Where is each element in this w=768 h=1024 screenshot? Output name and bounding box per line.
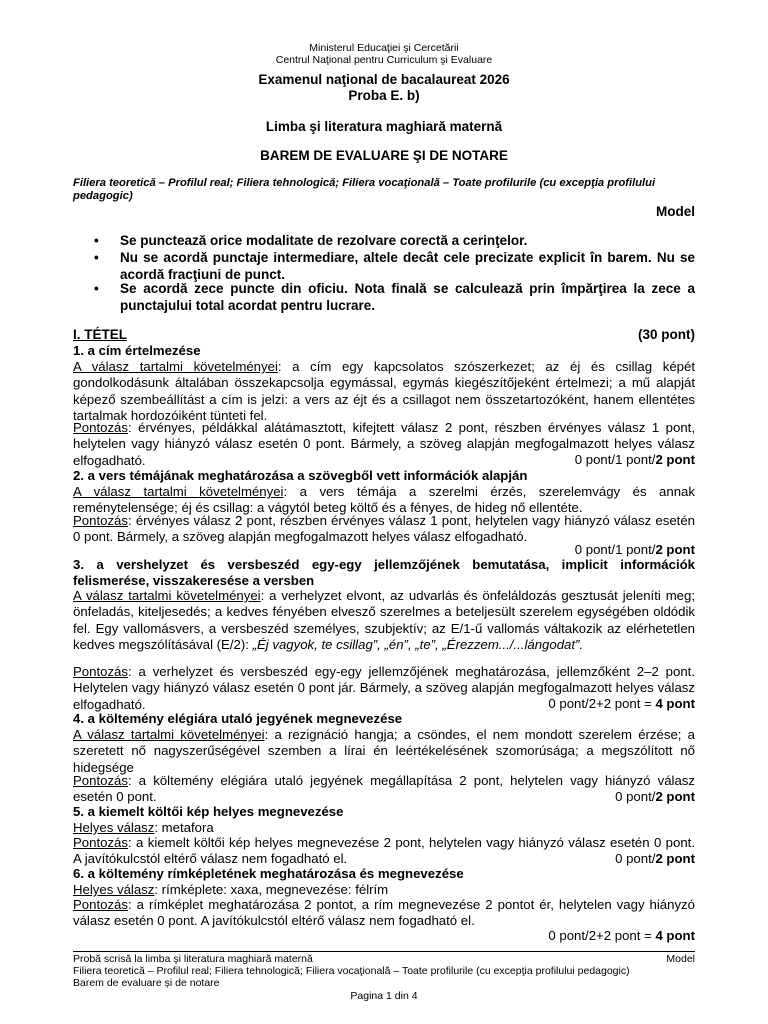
page-number: Pagina 1 din 4	[350, 990, 418, 1002]
answer-label: Helyes válasz	[73, 820, 155, 835]
req-label: A válasz tartalmi követelményei	[73, 359, 278, 374]
q5-answer	[73, 820, 695, 836]
answer-text: : rímképlete: xaxa, megnevezése: félrím	[154, 882, 389, 897]
bullet-icon: •	[94, 250, 99, 265]
score-label: Pontozás	[73, 513, 128, 528]
rule-text: Nu se acordă punctaje intermediare, altele decât cele precizate explicit în barem. Nu se acordă fracţiuni de punct.	[120, 250, 695, 282]
req-text: : a cím egy kapcsolatos szószerkezet; az éj és csillag képét gondolkodásunk általában összekapcsolja egymással, egymás kiegészítőjeként értelmezi; a mű alapját képező szembeállítást a cím is jelzi: a vers az éjt és a csillagot nem összetartozóként, hanem ellentétes tartalmak hordozóiként tünteti fel.	[73, 359, 695, 423]
q6-title: 6. a költemény rímképletének meghatározása és megnevezése	[73, 866, 464, 881]
q2-scoring	[73, 513, 695, 546]
q6-answer	[73, 882, 695, 898]
score-text: : érvényes, példákkal alátámasztott, kifejtett válasz 2 pont, részben érvényes válasz 1 pont, helytelen vagy hiányzó válasz esetén 0 pont. Bármely, a szöveg alapján megfogalmazott helyes válasz elfogadható.	[73, 420, 695, 468]
proba-title: Proba E. b)	[348, 88, 420, 103]
section-title: I. TÉTEL	[73, 327, 127, 342]
pts-text: 0 pont/1 pont/	[574, 452, 656, 467]
pts-total: 2 pont	[655, 789, 695, 804]
score-label: Pontozás	[73, 664, 128, 679]
model-label: Model	[656, 204, 695, 219]
bullet-icon: •	[94, 281, 99, 296]
score-label: Pontozás	[73, 897, 128, 912]
score-text: : a rímképlet meghatározása 2 pontot, a rím megnevezése 2 pontot ér, helytelen vagy hiányzó válasz esetén 0 pont. A javítókulcstól eltérő válasz nem fogadható el.	[73, 897, 695, 929]
bullet-icon: •	[94, 233, 99, 248]
q1-title: 1. a cím értelmezése	[73, 343, 201, 358]
barem-title: BAREM DE EVALUARE ŞI DE NOTARE	[260, 148, 508, 163]
q1-requirements	[73, 359, 695, 424]
score-label: Pontozás	[73, 835, 128, 850]
q3-requirements	[73, 588, 695, 653]
filiera-note: Filiera teoretică – Profilul real; Filiera tehnologică; Filiera vocaţională – Toate profilurile (cu excepţia profilului pedagogic)	[73, 177, 656, 202]
section-heading	[73, 327, 695, 342]
quotes-text: „Éj vagyok, te csillag”, „én”, „te”, „Érezzem.../...lángodat”.	[252, 636, 584, 652]
q6-points	[73, 928, 695, 944]
score-label: Pontozás	[73, 420, 128, 435]
pts-total: 4 pont	[655, 696, 695, 711]
footer-model: Model	[666, 953, 695, 965]
pts-total: 2 pont	[655, 851, 695, 866]
center-line: Centrul Naţional pentru Curriculum şi Evaluare	[275, 54, 493, 66]
q4-requirements	[73, 727, 695, 776]
req-text: : a rezignáció hangja; a csöndes, el nem mondott szerelem érzése; a szeretett nő nagyszerűségével szemben a lírai én leértékelésének szomorúsága; a megszólított nő hidegsége	[73, 727, 695, 775]
answer-text: : metafora	[154, 820, 214, 835]
q2-title: 2. a vers témájának meghatározása a szövegből vett információk alapján	[73, 468, 528, 483]
score-text: : a verhelyzet és versbeszéd egy-egy jellemzőjének meghatározása, jellemzőként 2–2 pont. Helytelen vagy hiányzó válasz esetén 0 pont jár. Bármely, a szöveg alapján megfogalmazott helyes válasz elfogadható.	[73, 664, 695, 712]
q2-points	[73, 542, 695, 558]
rule-text: Se punctează orice modalitate de rezolvare corectă a cerinţelor.	[120, 233, 528, 248]
score-label: Pontozás	[73, 773, 128, 788]
exam-title: Examenul naţional de bacalaureat 2026	[258, 72, 510, 87]
score-text: : a kiemelt költői kép helyes megnevezése 2 pont, helytelen vagy hiányzó válasz esetén 0 pont. A javítókulcstól eltérő válasz nem fogadható el.	[73, 835, 695, 867]
pts-total: 2 pont	[655, 542, 695, 557]
req-label: A válasz tartalmi követelményei	[73, 588, 261, 603]
req-text: : a verhelyzet elvont, az udvarlás és önfeláldozás gesztusát jeleníti meg; önfeladás, kiteljesedés; a kedves fényében elvesző szerelmes a beteljesült szerelem egységében oldódik fel. Egy vallomásvers, a versbeszéd személyes, szubjektív; az E/1-ű vallomás váltakozik az elérhetetlen kedves megszólításával (E/2):	[73, 588, 696, 652]
pts-text: 0 pont/1 pont/	[574, 542, 656, 557]
pts-total: 4 pont	[655, 928, 695, 943]
score-text: : a költemény elégiára utaló jegyének megállapítása 2 pont, helytelen vagy hiányzó válasz esetén 0 pont.	[73, 773, 695, 805]
q4-points	[73, 789, 695, 805]
rule-item-3	[94, 281, 695, 314]
q3-points	[73, 696, 695, 712]
footer-line-1	[73, 953, 695, 965]
answer-label: Helyes válasz	[73, 882, 155, 897]
footer-divider	[73, 951, 695, 952]
req-label: A válasz tartalmi követelményei	[73, 484, 284, 499]
pts-text: 0 pont/2+2 pont =	[548, 696, 656, 711]
q5-title: 5. a kiemelt költői kép helyes megnevezése	[73, 804, 344, 819]
subject-title: Limba şi literatura maghiară maternă	[265, 119, 503, 134]
q1-points	[73, 452, 695, 468]
pts-text: 0 pont/	[615, 789, 656, 804]
q2-requirements	[73, 484, 695, 517]
q3-title: 3. a vershelyzet és versbeszéd egy-egy jellemzőjének bemutatása, implicit információk felismerése, visszakeresése a versben	[73, 557, 695, 589]
pts-text: 0 pont/2+2 pont =	[548, 928, 656, 943]
pts-total: 2 pont	[655, 452, 695, 467]
q6-scoring	[73, 897, 695, 930]
rule-text: Se acordă zece puncte din oficiu. Nota finală se calculează prin împărţirea la zece a punctajului total acordat pentru lucrare.	[120, 281, 695, 313]
ministry-line: Ministerul Educaţiei şi Cercetării	[309, 42, 459, 54]
footer-line-2: Filiera teoretică – Profilul real; Filiera tehnologică; Filiera vocaţională – Toate profilurile (cu excepţia profilului pedagogic)	[73, 965, 630, 977]
pts-text: 0 pont/	[615, 851, 656, 866]
q4-title: 4. a költemény elégiára utaló jegyének megnevezése	[73, 711, 403, 726]
footer-exam: Probă scrisă la limba şi literatura maghiară maternă	[73, 953, 313, 965]
req-label: A válasz tartalmi követelményei	[73, 727, 265, 742]
req-text: : a vers témája a szerelmi érzés, szerelemvágy és annak reménytelensége; éj és csillag: a vágytól beteg költő és a fényes, de hideg nő ellentéte.	[73, 484, 695, 516]
rule-item-2	[94, 250, 695, 283]
rule-item-1	[94, 233, 695, 250]
q5-points	[73, 851, 695, 867]
score-text: : érvényes válasz 2 pont, részben érvényes válasz 1 pont, helytelen vagy hiányzó válasz esetén 0 pont. Bármely, a szöveg alapján megfogalmazott helyes válasz elfogadható.	[73, 513, 695, 545]
section-points: (30 pont)	[638, 327, 695, 342]
footer-line-3: Barem de evaluare și de notare	[73, 977, 220, 989]
